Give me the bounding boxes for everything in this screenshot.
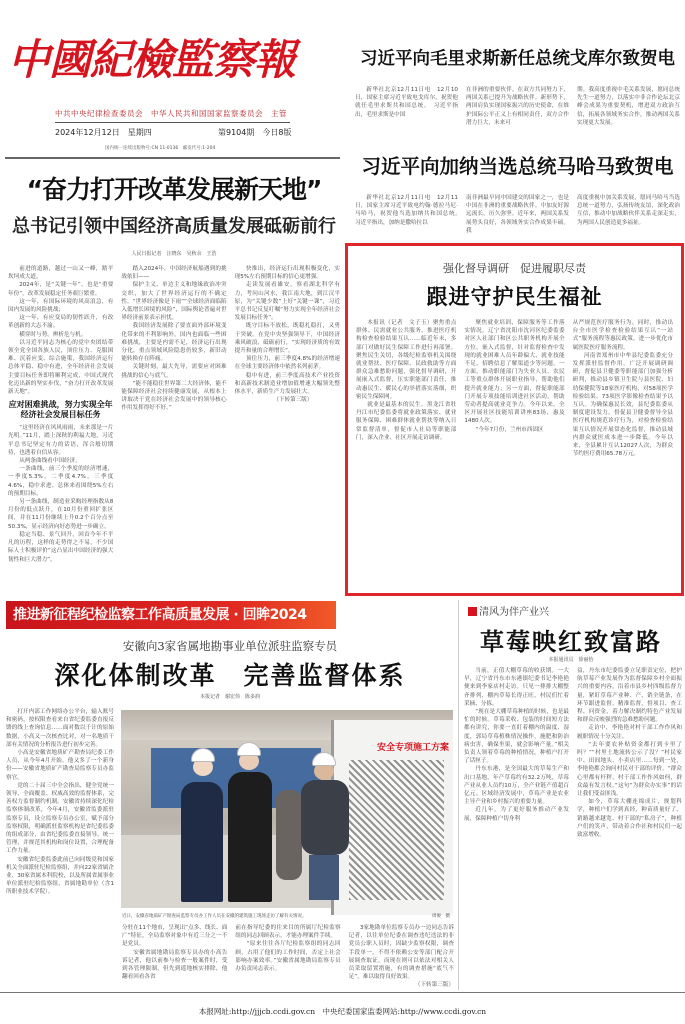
headline[interactable]: 习近平向毛里求斯新任总统戈库尔致贺电 — [360, 49, 675, 69]
headline[interactable]: 草莓映红致富路 — [480, 627, 662, 656]
column: 高度重视中加关系发展，愿同马哈马当选总统一道努力，弘扬传统友谊，深化政治互信，推动中加战略伙伴关系走深走实，为两国人民创造更多福祉。 — [577, 195, 680, 226]
column: 分驻在11个地市，呈现出“点多、线长、面广”特征，全局监察对象中有近三分之一不是党员。 安徽省属地勘局监察专员办的小高告诉记者，他以前参与检查一般案件时，受到各管理限制，但先到遥地核实排除，他翻看回看各省 — [122, 925, 228, 981]
divider — [0, 992, 685, 993]
divider — [5, 157, 340, 159]
article-ghana — [355, 152, 680, 236]
issue-number: 第9104期 今日8版 — [218, 128, 292, 137]
section-heading: 应对困难挑战，努力实现全年经济社会发展目标任务 — [8, 400, 113, 420]
hard-hat — [237, 742, 261, 756]
column: 新华社北京12月11日电 12月11日，国家主席习近平致电约翰·德拉马尼·马哈马，祝贺他当选加纳共和国总统。 习近平指出，加纳是撒哈拉以 — [355, 195, 464, 226]
column: 新华社北京12月11日电 12月10日，国家主席习近平致电戈库尔，祝贺他就任毛里求斯共和国总统。 习近平指出，毛里求斯是中国 — [355, 87, 458, 118]
headline[interactable]: 习近平向加纳当选总统马哈马致贺电 — [361, 155, 674, 178]
sponsors-line: 中共中央纪律检查委员会 中华人民共和国国家监察委员会 主管 — [55, 109, 287, 118]
article-reform-body — [8, 265, 340, 595]
column: 打开内部工作网络办公平台，输入账号和密码，按权限查看来自省纪委监委直报反馈的线上查询信息……面对数以千计的原始数据，小高又一次核查比对，对一名地质干部有关情况的分析报告进行初步完善。 小高是安徽省地质矿产勘查局纪委工作人员，从今年4月开始，他又多了一个新身份——安徽省地质矿产勘查局监察专员办监察官。 党的二十届三中全会指出，健全党统一领导、全面覆盖、权威高效的监督体系，完善权力监督制约机制。安徽省持续深化纪检监察体制改革，今年4月，安徽省监委派驻监察专员，设立监察专员办公室，赋予部分监察权限，明确派驻监察机构是省纪委监委的组成部分，由省纪委监委直接领导、统一管理，并规范其机构和岗位设置，合理配备工作力量。 安徽省纪委监委此前已向同级党和国家机关全面派驻纪检监察组，并向22家省属企业、30家省属本科院校，以及所属省属事业单位派驻纪检监察组，省属地勘单位（含1所职业技术学院）。 — [6, 709, 114, 896]
column: 前进的道路，越过一山又一峰，踏平坎坷成大道。 2024年，是“关键一年”，也是“重要年份”，改革发展稳定任务艰巨繁重。 这一年，有国际环境的风高浪急，有国内发展的风险挑战； 这一年，有应变局的韧性跃升，有改革创新的大志不渝。 横穿时与势，辨析危与机。 以习近平同志为核心的党中央团结带领全党全国各族人民，顶住压力、克服困难、沉着应变、综合施策，我国经济运行总体平稳、稳中有进，全年经济社会发展主要目标任务即将顺利完成，中国式现代化迈出新的坚实步伐，“奋力打开改革发展新天地”。 应对困难挑战，努力实现全年经济社会发展目标任务 “这里经济在风风雨雨，未来那是一片光明。”11月，踏上深秋的利福大地，习近平总书记坚定有力的话语，浑合般切期待，也透着自信从容。 从两条曲线看中国经济。 一条曲线，前三个季度的经济增速，一季度5.3%，二季度4.7%，三季度4.6%，稳中求进、总体来看围绕5%左右的预期目标。 另一条曲线，制造业采购经理指数从8月份的低点跃升，在10月份重回扩张区间，并在11月份继续上升0.2个百分点至50.3%，显示经济向好态势进一步确立。 稳定当稳、景气回升，回首今年不平凡的历程，这样的走势得之不易，不少国际人士积极评价“这凸显出中国经济的强大韧性和巨大潜力”。 — [8, 266, 114, 563]
kicker: 强化督导调研 促进履职尽责 — [443, 262, 586, 275]
column: 踏入2024年，中国经济航船遇到的挑战依旧—— 保护主义、单边主义和地缘政治冲突交织，加大了世界经济运行的不确定性。“世界经济像是下雨”“全球经济面临陷入低增长困境的风险”，国际舆论普遍对世界经济前景表示担忧。 我国经济发展除了要直面外部环境变化带来的不利影响外，国内也面临一些困难挑战，主要是内需不足，经济运行出现分化，重点领域风险隐患仍较多，新旧动能转换存在阵痛。 关键时刻，最大先导，需要应对困难挑战的信心与底气。 “能不能稳住世界第二大经济体，能不能保障经济社会持续健康发展，从根本上讲取决于党在经济社会发展中的领导核心作用发挥得好不好。” — [121, 266, 227, 412]
lead-headline[interactable]: “奋力打开改革发展新天地” — [26, 175, 322, 204]
newspaper-logo: 中國紀檢監察報 — [8, 35, 296, 84]
column-tag: 清风为伴产业兴 — [468, 603, 549, 618]
issue-date: 2024年12月12日 星期四 — [55, 128, 152, 137]
column-logo-icon — [468, 607, 477, 616]
column: 3家地勘单位监察专员办一边同志告诉记者，以往单位纪委在调查违纪违法的非党员公职人员时，因缺少监察权限，调查手段单一，不得不依赖公安等部门配合开展调查取证。而现在则可以依法对相关人员采取留置措施，有的调查措施“底气不足”，难以取得良好效果。 （下转第三版） — [348, 925, 454, 989]
column: 益，丹东市纪委监委立足职责定位，把护航草莓产业发展作为监督保障乡村全面振兴的重要内容，沿着市县乡村四级监督力量，紧盯草莓产业种、产、销全链条，在环节跟进监督，精准监督，督项目、查工程、问资金，着力解决制约特色产业发展和群众反映强烈的急难愁盼问题。 走访中，李艳艳对村干部工作作风和履职情况十分关注。 “去年要农补贴资金都打到卡里了吗？”“村里土地流转公示了没？”村民家中、田间地头、小卖店里……每到一处，李艳艳都会询问村民对干部的评价。“群众心里都有杆秤，村干部工作作风如何，群众最有发言权。”这句“为群众办实事”的话让我们受益匪浅。 如今，草莓大棚连绵成片，规划科学，种植户们学到真经，种苗质量好了、销路越来越宽。村干部的“私房子”，种植户们的笑声，带动着合作社和村民们一起致富增收。 — [577, 668, 682, 839]
column: 在非洲的重要伙伴。在双方共同努力下，两国关系已提升为战略伙伴。新形势下，两国肩负实现国家振兴的历史使命，在维护国际公平正义上有相同责任，双方合作潜力巨大，未来可 — [466, 87, 569, 126]
column: 南非洲最早同中国建交的国家之一，也是中国在非洲的重要战略伙伴。中加友好源远流长，历久弥坚。近年来，两国关系发展势头良好，各领域务实合作成果丰硕。我 — [466, 195, 569, 234]
column-divider — [458, 600, 459, 990]
footer-urls[interactable]: 本报网址:http://jjjcb.ccdi.gov.cn 中央纪委国家监委网站:http://www.ccdi.gov.cn — [198, 1007, 487, 1016]
lead-subheadline: 总书记引领中国经济高质量发展砥砺前行 — [12, 216, 336, 237]
byline: 人民日报记者 汪晓东 吴秋余 王浩 — [131, 251, 217, 257]
kicker: 安徽向3家省属地勘事业单位派驻监察专员 — [122, 639, 338, 653]
article-anhui-body — [122, 924, 454, 990]
column: 聚焦就业培训、保障服务等工作落实情况，辽宁省沈阳市沈河区纪委监委对区人社部门和区公共职务机构开展全方位、嵌入式监督，针对监督检查中发现的就业困难人员年龄偏大、就业技能不足、招聘信息了解渠道少等问题，一方面，推动职能部门为失业人员、农民工等重点群体开展职业指导，帮助他们提升就业能力；另一方面，督促职能部门开展专项技能培训进社区活动，帮助劳动者提高就业竞争力。今年以来，全区开展社区技能培训讲座83场，惠及1480人次。 “今年7月份，兰州市西固区 — [464, 320, 565, 433]
divider — [55, 122, 290, 123]
news-photo[interactable] — [121, 710, 453, 908]
photo-credit: 周俊 摄 — [432, 914, 450, 919]
column: 本报讯（记者 文子玉）聚焦重点群体、民需就业公共服务、推进医疗机构检查检验结果互认……临近年末，多部门对做好民生保障工作进行再部署。聚焦民生关切，各级纪检监察机关围绕就业帮扶、医疗保障、民政救助等方面群众急难愁盼问题，强化督导调研，开展嵌入式监督，压实职能部门责任，推动惠民生、暖民心的举措落实落细，织密民生保障网。 就业是最基本的民生。黑龙江省牡丹江市纪委监委将就业政策落实、就业服务保障、困难群体就业帮扶等纳入日常监督清单，督促市人社局等职能部门，深入企业、社区开展走访调研。 — [356, 320, 457, 441]
column: 从严规范医疗服务行为。同时，推动出台全市医学检查检验结果互认“一站式”服务流程等惠民政策，进一步优化市属医院医疗服务流程。 河南省郑州市中牟县纪委监委充分发挥派驻监督作用，广泛开展调研调研，督促县卫健委等职能部门加强分析研判，推动县乡镇卫生院与县医院、妇幼保健院等18家医疗机构，对58项医学检验结果、73项医学影像检查结果予以互认。为确保惠民长效，县纪委监委从制度建设发力，督促县卫健委督导全县医疗机构规范诊疗行为，对检查检验结果互认情况开展常态化监督，推动县域内群众就医成本进一步降低。今年以来，全县累计互认12027人次，为群众节约医疗费用65.78万元。 — [572, 320, 673, 458]
column: 当前，正值大棚草莓的收获期。一大早，辽宁省丹东市东港镇纪委书记李艳艳便来到李家店村走访。只见一排排大棚整齐排列，棚内草莓长得正旺，村民们忙着采摘、分拣。 “现在是大棚草莓种植的时候，也是最忙的时候。草莓采收、包装的时间短方法都有讲究，你要一直盯着棚内的温度、湿度，郭局草莓植株情况操作，施肥和防治病虫害，确保坐果，就会影响产量。”相关负责人领着草莓的种植情况，种植户打开了话匣子。 丹东东港，是全国最大的草莓生产和出口基地，年产草莓约有32.2万吨，草莓产业从业人员约10万，全产业链产值超百亿元。区域经济发展中，草莓产业是农业主导产业和乡村振兴的重要力量。 近几年，为了更好服务推动产业发展，保障种植户切身利 — [464, 668, 569, 822]
photo-caption: 近日，安徽省地质矿产勘查局监察专员办工作人员在安徽的建筑施工现场走访了解有关情况。 周俊 摄 — [122, 914, 450, 919]
byline: 本报通讯员 徐丽怡 — [548, 657, 594, 663]
headline[interactable]: 深化体制改革 完善监督体系 — [54, 661, 406, 690]
section-banner[interactable]: 推进新征程纪检监察工作高质量发展 · 回眸2024 — [6, 601, 336, 629]
board-sign: 安全专项施工方案 — [376, 743, 449, 753]
column: 前在指导纪委的往来目的所属厅纪检监察组的同志回顾表示，才能办理案件手续。 “原来往往各厅纪检监察组的同志回顾，占用了他们的工作时间，否定上社会影响办案效率。”安徽省属地勘局监察专员办负责同志表示。 — [235, 925, 341, 973]
registration-number: 国内统一连续出版物号:CN 11-0136 邮发代号:1-204 — [105, 146, 216, 151]
column: 期。我高度重视中毛关系发展，愿同总统先生一道努力，以落实中非合作论坛北京峰会成果为重要契机，增进双方政治互信，拓展各领域务实合作，推动两国关系实现更大发展。 — [577, 87, 680, 126]
article-livelihood — [345, 243, 684, 596]
article-mauritius — [355, 44, 680, 128]
column: 快推出，经济运行出现积极变化，实现5%左右预期目标的信心更增强。 走读发展看雄安，察看湖北科学有力，考问山河水，我江南大地，到江汉平原，为“关键少数”上好“关键一课”，习近平总书记反复叮嘱“努力实现全年经济社会发展目标任务”。 既守目标不放松，既稳扎稳打，又勇于突破。在党中央坚强领导下，中国经济乘风破浪、砥砺前行，“实现经济质的有效提升和量的合理增长”。 顶住压力，前三季度4.8%的经济增速在全球主要经济体中依然名列前茅。 稳中有进，前三季度高技术产业投资和高新技术制造业增加值增速大幅领先整体水平，新质生产力发展壮大。 （下转第三版） — [234, 266, 340, 404]
article-strawberry-body — [464, 667, 682, 990]
headline[interactable]: 跟进守护民生福祉 — [426, 284, 603, 309]
byline: 本报记者 谢宏伟 陈多润 — [199, 694, 260, 700]
